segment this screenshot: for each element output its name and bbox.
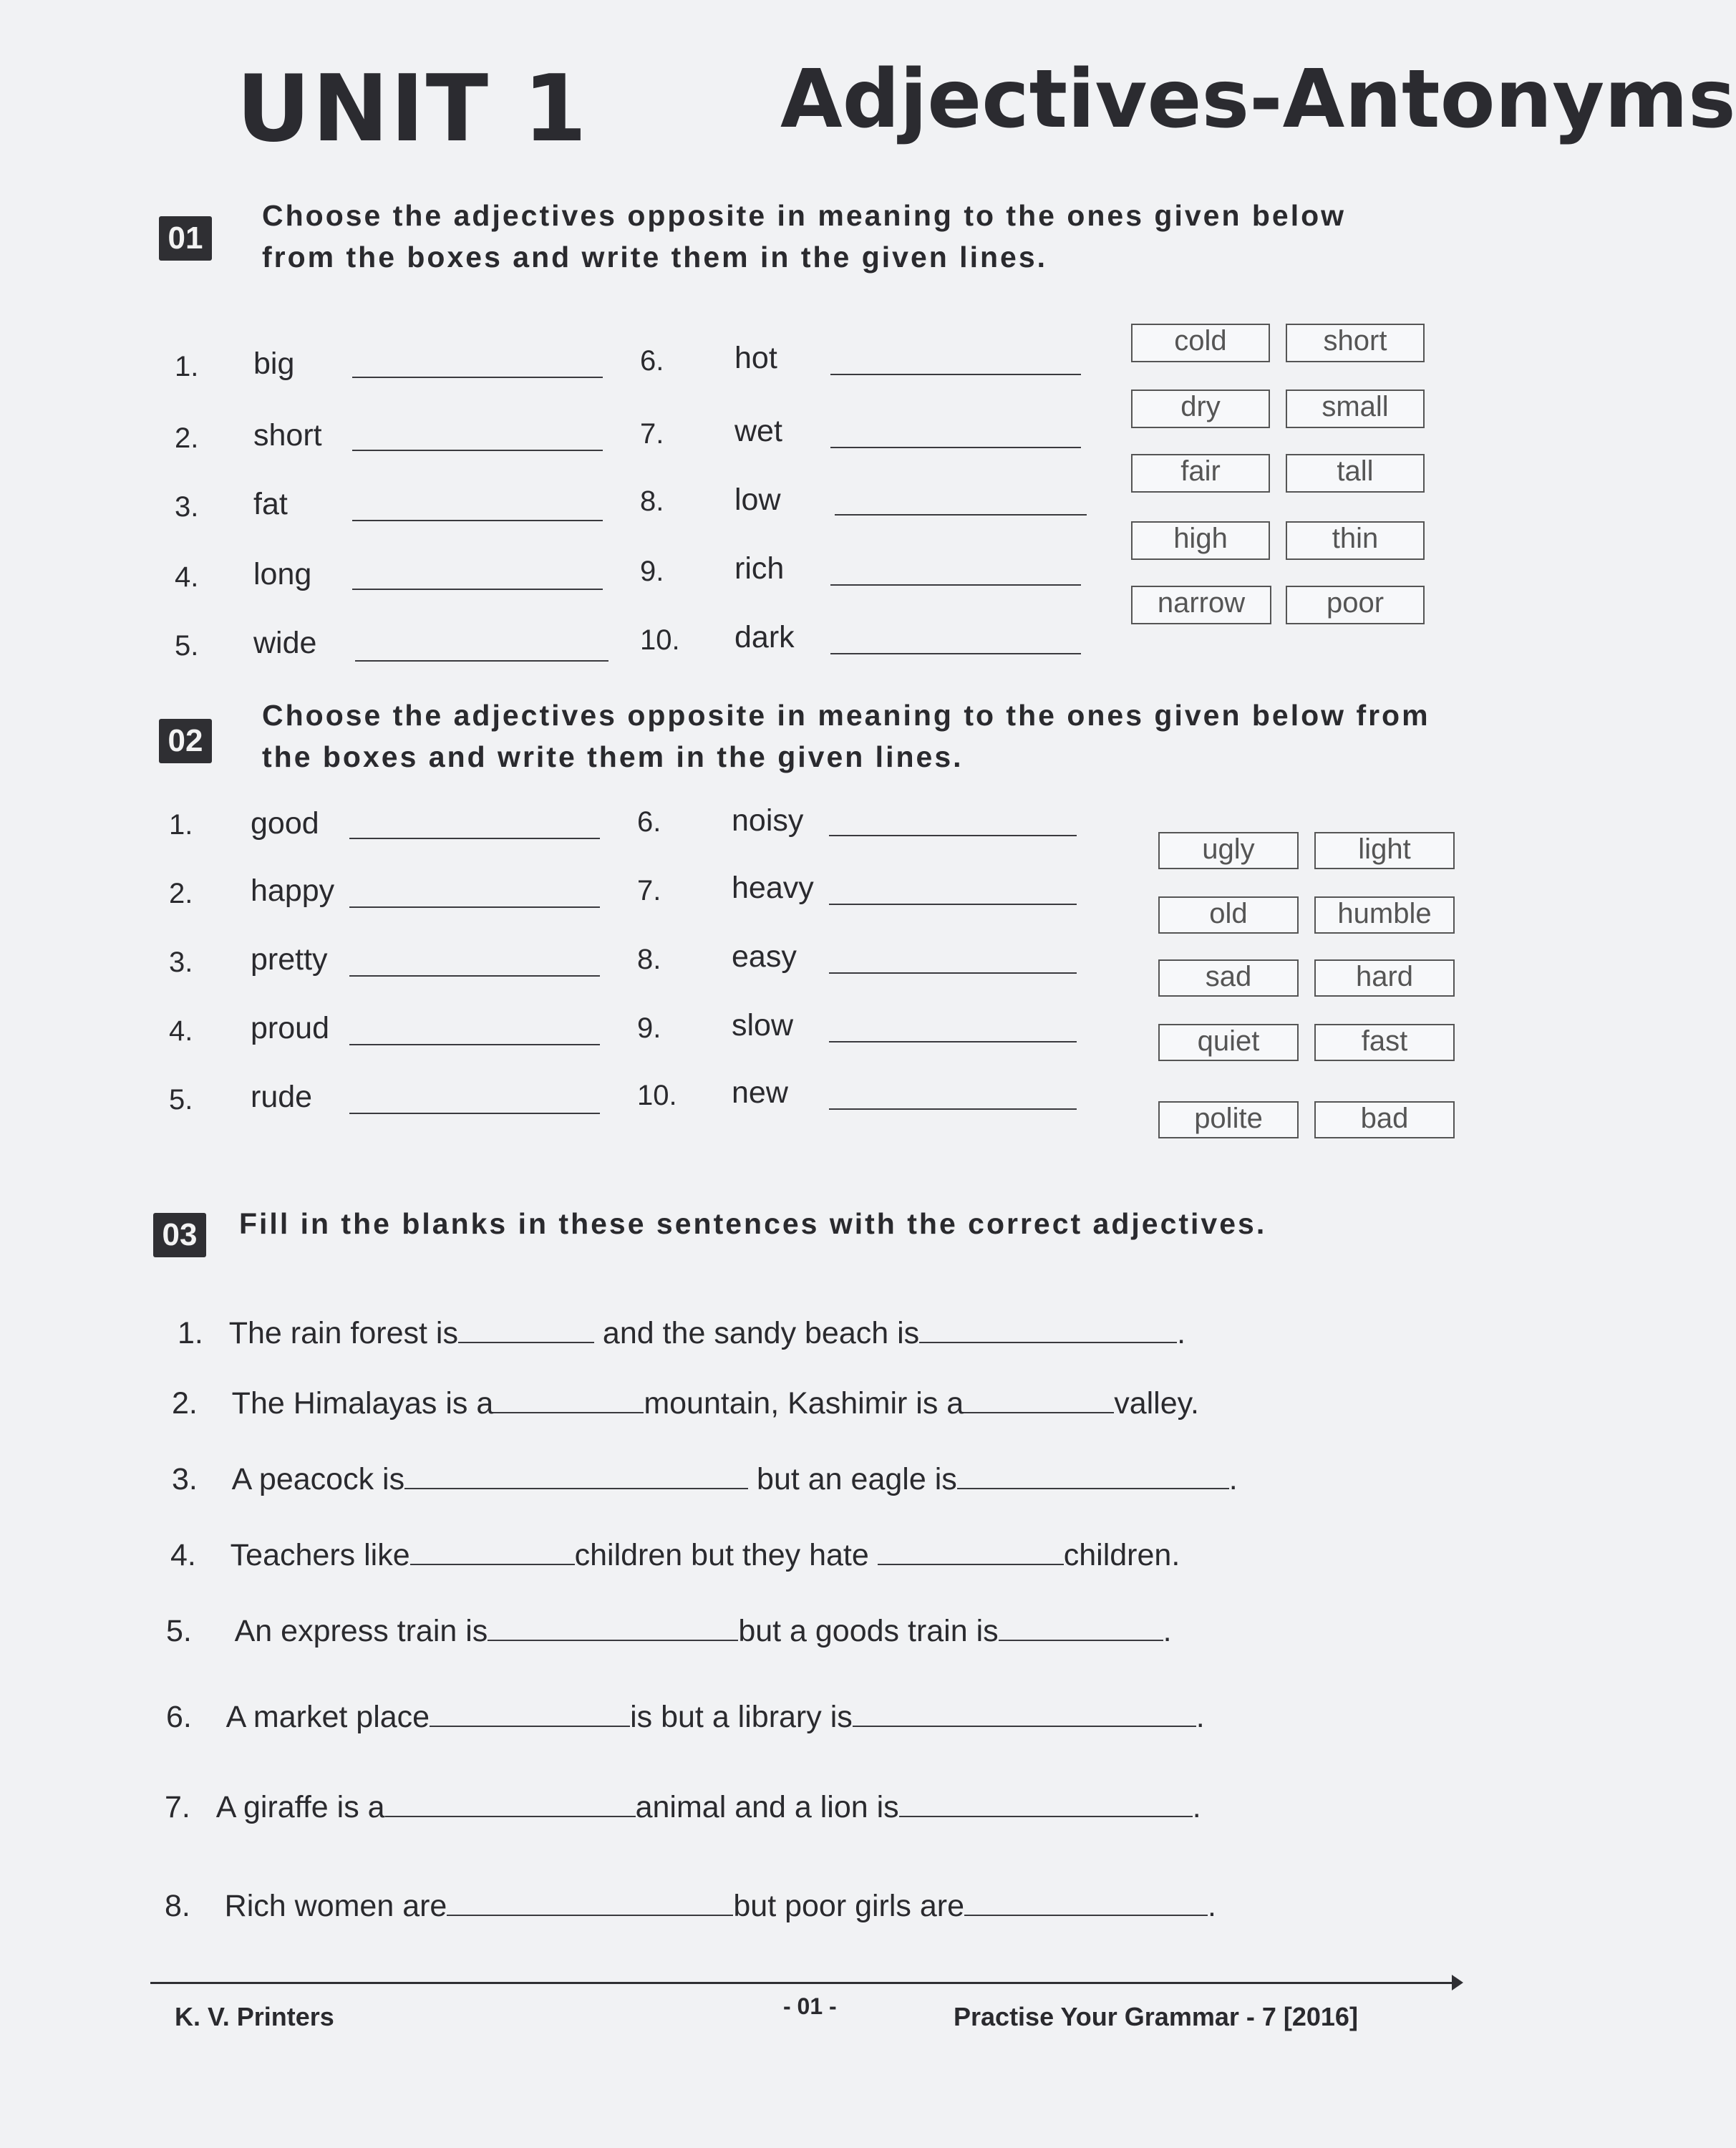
answer-blank[interactable] [835, 514, 1087, 516]
item-word: rude [251, 1080, 313, 1114]
word-box: polite [1158, 1101, 1299, 1138]
word-box: cold [1131, 324, 1270, 362]
sentence-5 [166, 1610, 1172, 1653]
word-box: quiet [1158, 1024, 1299, 1061]
item-word: short [253, 418, 322, 453]
item-number: 9. [637, 1012, 661, 1044]
item-word: big [253, 347, 295, 381]
answer-blank[interactable] [458, 1313, 594, 1343]
sentence-text: but a goods train is [738, 1614, 999, 1648]
sentence-6 [166, 1695, 1205, 1738]
answer-blank[interactable] [349, 1113, 600, 1114]
item-number: 7. [640, 418, 664, 450]
sentence-1 [178, 1312, 1185, 1355]
section-3-badge: 03 [153, 1213, 206, 1257]
sentence-text: . [1208, 1889, 1216, 1923]
sentence-3 [172, 1458, 1238, 1501]
word-box: fair [1131, 454, 1270, 493]
answer-blank[interactable] [830, 653, 1081, 654]
sentence-text: valley. [1114, 1386, 1199, 1421]
sentence-text: and the sandy beach is [602, 1316, 920, 1350]
item-word: easy [732, 939, 797, 974]
section-2-instruction [262, 695, 1430, 778]
sentence-number: 8. [165, 1889, 190, 1923]
instruction-line: Choose the adjectives opposite in meaning to the ones given below [262, 199, 1347, 232]
sentence-text: but an eagle is [757, 1462, 957, 1496]
item-number: 1. [175, 351, 199, 382]
sentence-number: 2. [172, 1386, 198, 1421]
answer-blank[interactable] [410, 1535, 575, 1565]
page-title: Adjectives-Antonyms [780, 53, 1736, 146]
item-number: 7. [637, 875, 661, 906]
answer-blank[interactable] [830, 447, 1081, 448]
instruction-line: from the boxes and write them in the given lines. [262, 241, 1048, 274]
section-1-instruction [262, 195, 1346, 278]
sentence-number: 1. [178, 1316, 203, 1350]
word-box: bad [1314, 1101, 1455, 1138]
word-box: ugly [1158, 832, 1299, 869]
word-box: high [1131, 521, 1270, 560]
word-box: sad [1158, 959, 1299, 997]
item-number: 3. [175, 491, 199, 523]
answer-blank[interactable] [349, 975, 600, 977]
sentence-text: is but a library is [630, 1700, 853, 1734]
item-word: rich [734, 551, 785, 586]
item-word: dark [734, 620, 795, 654]
section-2-badge: 02 [159, 719, 212, 763]
footer-publisher: K. V. Printers [175, 2002, 334, 2031]
item-number: 10. [637, 1080, 677, 1111]
answer-blank[interactable] [349, 838, 600, 839]
item-word: happy [251, 874, 335, 908]
sentence-text: Teachers like [230, 1538, 410, 1572]
answer-blank[interactable] [349, 906, 600, 908]
word-box: short [1286, 324, 1425, 362]
answer-blank[interactable] [999, 1611, 1163, 1641]
item-word: fat [253, 487, 288, 521]
answer-blank[interactable] [493, 1383, 644, 1413]
word-box: narrow [1131, 586, 1271, 624]
item-word: proud [251, 1011, 329, 1045]
item-number: 2. [175, 422, 199, 454]
instruction-line: the boxes and write them in the given lines. [262, 740, 964, 773]
answer-blank[interactable] [829, 835, 1077, 836]
answer-blank[interactable] [352, 520, 603, 521]
sentence-text: children but they hate [574, 1538, 869, 1572]
answer-blank[interactable] [853, 1697, 1196, 1727]
answer-blank[interactable] [964, 1886, 1208, 1916]
sentence-text: . [1163, 1614, 1172, 1648]
answer-blank[interactable] [430, 1697, 630, 1727]
answer-blank[interactable] [829, 1108, 1077, 1110]
sentence-text: An express train is [234, 1614, 488, 1648]
answer-blank[interactable] [830, 374, 1081, 375]
sentence-2 [172, 1382, 1199, 1425]
sentence-4 [170, 1534, 1180, 1577]
answer-blank[interactable] [404, 1459, 748, 1489]
word-box: fast [1314, 1024, 1455, 1061]
item-word: long [253, 557, 312, 591]
word-box: light [1314, 832, 1455, 869]
answer-blank[interactable] [352, 589, 603, 590]
answer-blank[interactable] [352, 377, 603, 378]
word-box: poor [1286, 586, 1425, 624]
item-word: slow [732, 1008, 794, 1042]
item-number: 1. [169, 809, 193, 841]
answer-blank[interactable] [385, 1787, 636, 1817]
sentence-text: animal and a lion is [635, 1790, 899, 1824]
sentence-text: children. [1063, 1538, 1180, 1572]
item-word: good [251, 806, 319, 841]
sentence-number: 5. [166, 1614, 192, 1648]
footer-divider [150, 1982, 1460, 1984]
item-number: 9. [640, 556, 664, 587]
sentence-text: The Himalayas is a [231, 1386, 494, 1421]
item-number: 2. [169, 878, 193, 909]
answer-blank[interactable] [447, 1886, 733, 1916]
word-box: thin [1286, 521, 1425, 560]
sentence-text: mountain, Kashimir is a [644, 1386, 964, 1421]
item-word: pretty [251, 942, 328, 977]
answer-blank[interactable] [829, 904, 1077, 905]
item-word: hot [734, 341, 777, 375]
instruction-line: Choose the adjectives opposite in meaning to the ones given below from [262, 699, 1430, 732]
answer-blank[interactable] [352, 450, 603, 451]
unit-label: UNIT 1 [236, 56, 588, 163]
sentence-text: . [1192, 1790, 1201, 1824]
item-word: wide [253, 626, 317, 660]
item-number: 4. [169, 1015, 193, 1047]
sentence-text: . [1228, 1462, 1238, 1496]
sentence-number: 3. [172, 1462, 198, 1496]
item-number: 5. [169, 1084, 193, 1116]
sentence-text: Rich women are [224, 1889, 447, 1923]
sentence-text: A giraffe is a [215, 1790, 385, 1824]
sentence-text: A peacock is [231, 1462, 405, 1496]
answer-blank[interactable] [830, 584, 1081, 586]
word-box: small [1286, 390, 1425, 428]
section-3-instruction: Fill in the blanks in these sentences with the correct adjectives. [239, 1207, 1267, 1240]
item-word: low [734, 483, 781, 517]
answer-blank[interactable] [919, 1313, 1177, 1343]
arrow-right-icon [1452, 1975, 1463, 1990]
sentence-text: The rain forest is [228, 1316, 458, 1350]
item-word: noisy [732, 803, 804, 838]
word-box: humble [1314, 896, 1455, 934]
answer-blank[interactable] [899, 1787, 1193, 1817]
sentence-number: 6. [166, 1700, 192, 1734]
answer-blank[interactable] [488, 1611, 738, 1641]
answer-blank[interactable] [964, 1383, 1114, 1413]
section-1-badge: 01 [159, 216, 212, 261]
item-number: 8. [640, 485, 664, 517]
item-number: 6. [637, 806, 661, 838]
item-word: heavy [732, 871, 814, 905]
page-number: - 01 - [783, 1993, 837, 2019]
item-number: 10. [640, 624, 680, 656]
answer-blank[interactable] [878, 1535, 1064, 1565]
item-word: new [732, 1075, 788, 1110]
word-box: hard [1314, 959, 1455, 997]
item-number: 8. [637, 944, 661, 975]
item-number: 6. [640, 345, 664, 377]
answer-blank[interactable] [829, 972, 1077, 974]
answer-blank[interactable] [829, 1041, 1077, 1042]
sentence-text: but poor girls are [733, 1889, 965, 1923]
answer-blank[interactable] [957, 1459, 1229, 1489]
item-number: 4. [175, 561, 199, 593]
footer-book-title: Practise Your Grammar - 7 [2016] [954, 2002, 1358, 2031]
item-number: 3. [169, 947, 193, 978]
sentence-text: . [1196, 1700, 1205, 1734]
item-word: wet [734, 414, 782, 448]
answer-blank[interactable] [355, 660, 608, 662]
item-number: 5. [175, 630, 199, 662]
sentence-8 [165, 1885, 1216, 1927]
sentence-number: 4. [170, 1538, 196, 1572]
word-box: old [1158, 896, 1299, 934]
word-box: tall [1286, 454, 1425, 493]
sentence-text: A market place [226, 1700, 430, 1734]
sentence-text: . [1177, 1316, 1186, 1350]
answer-blank[interactable] [349, 1044, 600, 1045]
word-box: dry [1131, 390, 1270, 428]
sentence-number: 7. [165, 1790, 190, 1824]
sentence-7 [165, 1786, 1201, 1829]
